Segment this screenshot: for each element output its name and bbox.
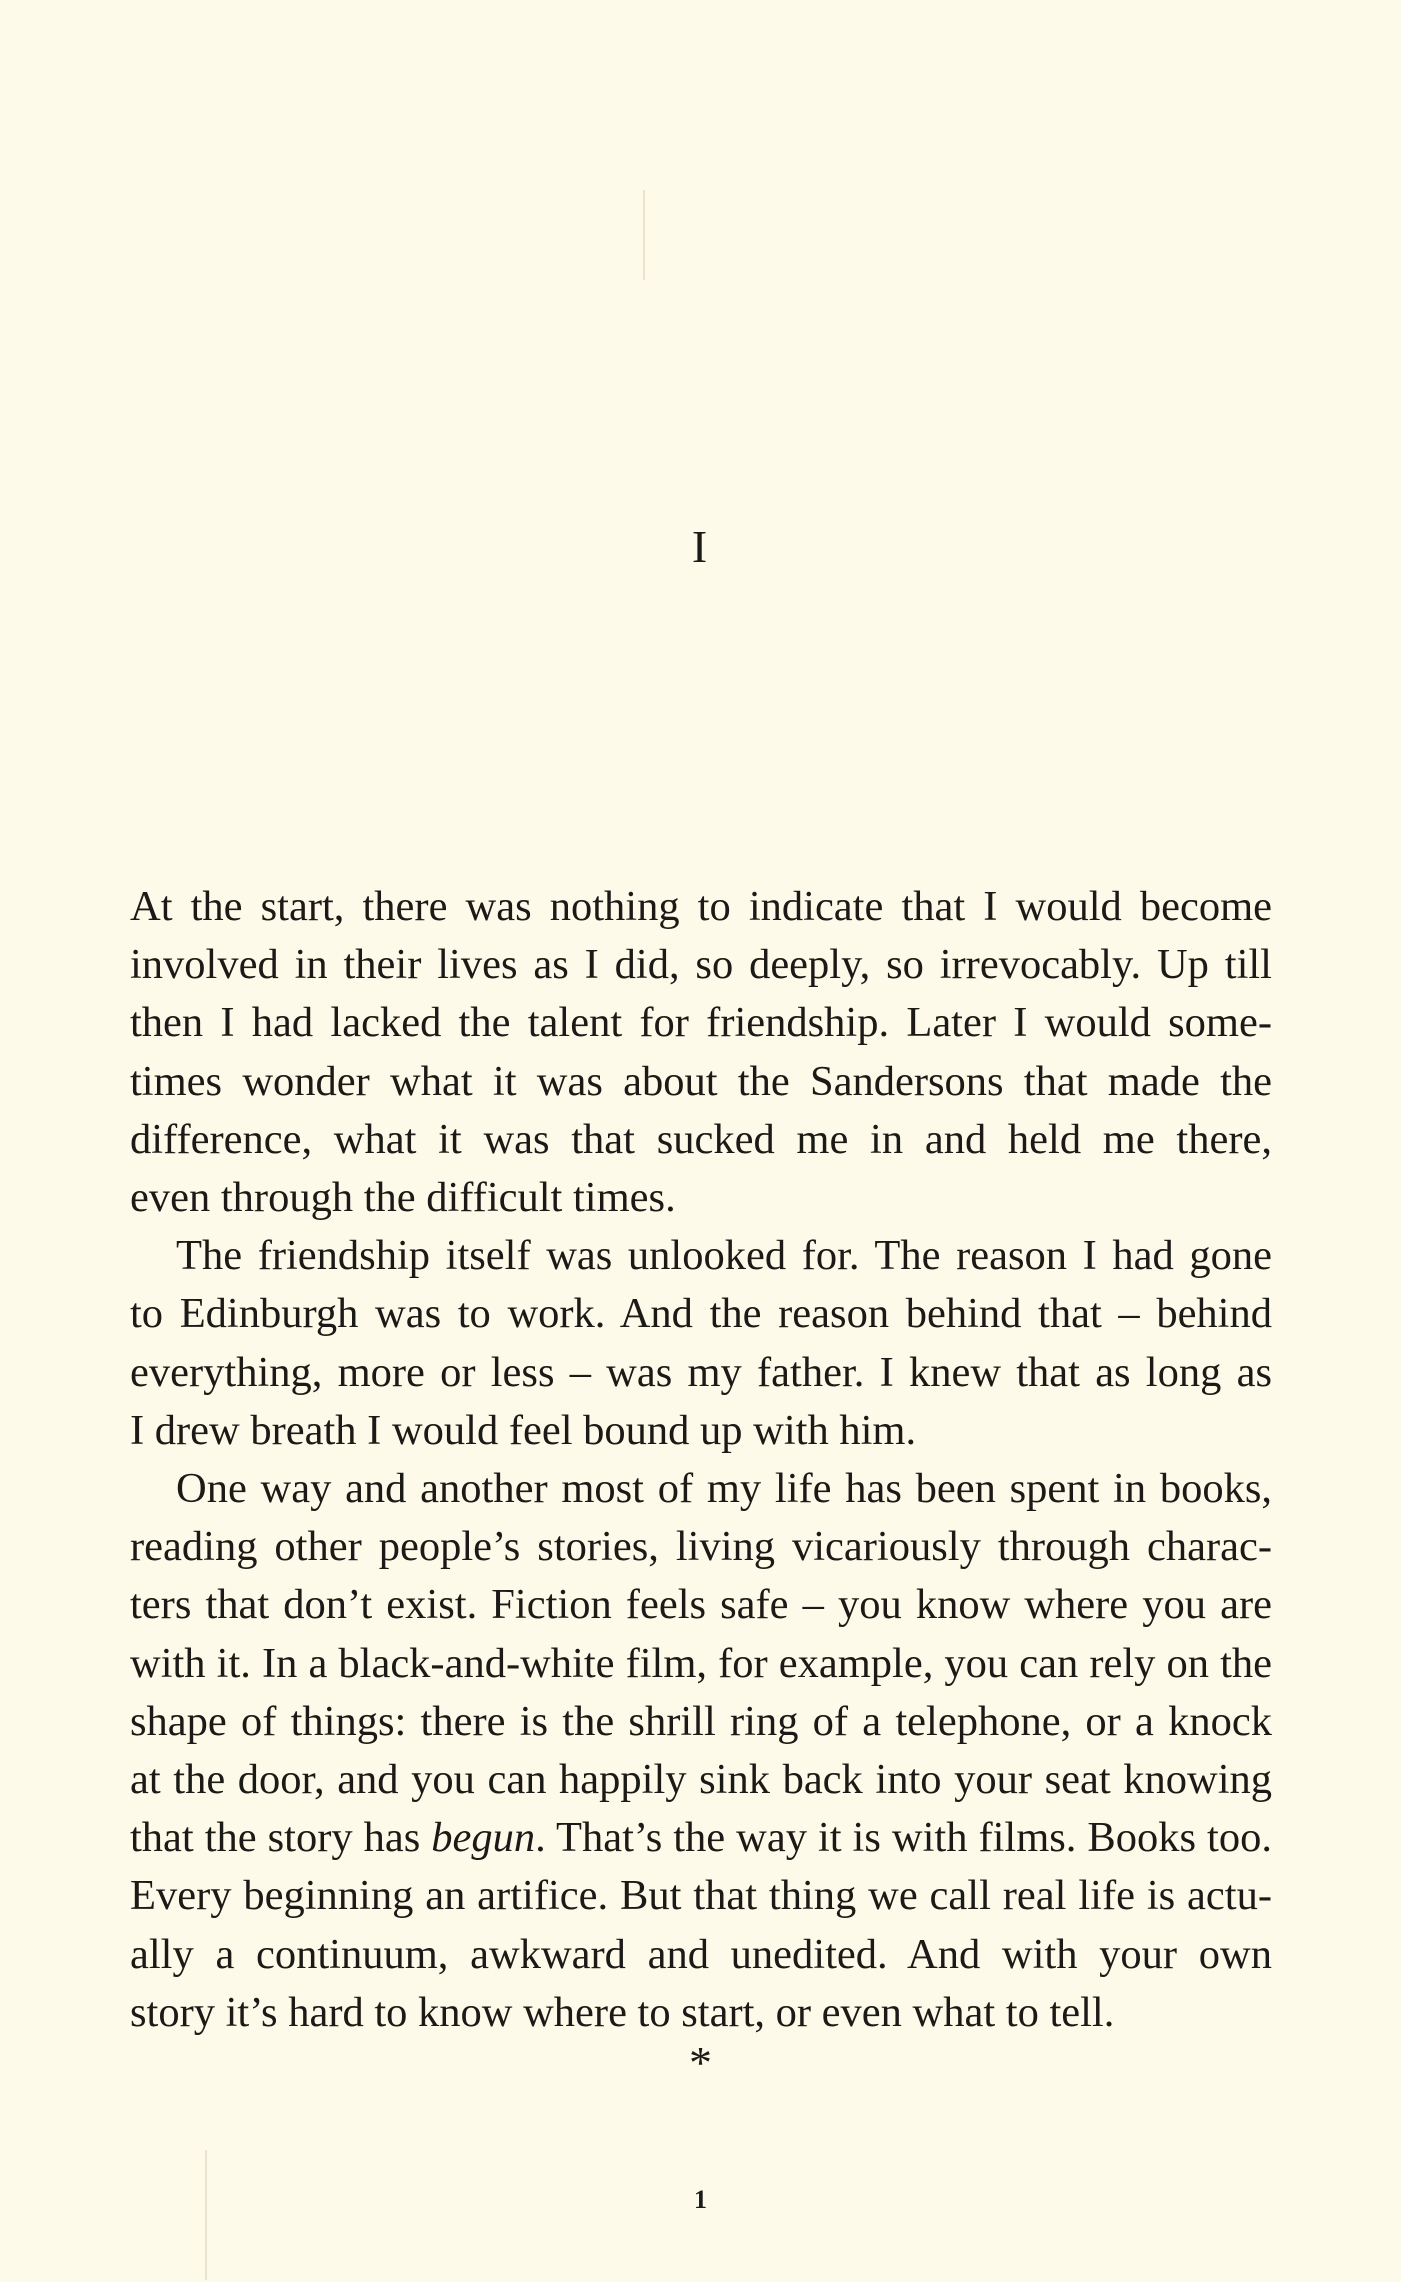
paragraph-2 [130, 1227, 1272, 1460]
text-line: shape of things: there is the shrill ring of a telephone, or a knock [130, 1697, 1272, 1745]
page-number: 1 [694, 2185, 707, 2214]
body-text [130, 878, 1272, 2042]
text-line: I drew breath I would feel bound up with him. [130, 1406, 917, 1454]
text-line: reading other people’s stories, living vicariously through charac- [130, 1523, 1272, 1571]
text-line: at the door, and you can happily sink back into your seat knowing [130, 1756, 1272, 1804]
text-line: times wonder what it was about the Sandersons that made the [130, 1057, 1272, 1105]
section-break-asterisk: * [689, 2037, 712, 2088]
chapter-number: I [691, 521, 710, 572]
text-line: The friendship itself was unlooked for. The reason I had gone [176, 1232, 1272, 1280]
text-line: At the start, there was nothing to indicate that I would become [130, 883, 1272, 930]
text-line: ally a continuum, awkward and unedited. And with your own [130, 1930, 1272, 1978]
text-line: to Edinburgh was to work. And the reason behind that – behind [130, 1290, 1272, 1338]
text-line: difference, what it was that sucked me in and held me there, [130, 1115, 1272, 1163]
text-line: even through the difficult times. [130, 1174, 676, 1222]
text-line: One way and another most of my life has been spent in books, [176, 1465, 1272, 1513]
text-line: then I had lacked the talent for friendship. Later I would some- [130, 999, 1272, 1047]
text-run: that the story has [130, 1814, 432, 1862]
text-line: everything, more or less – was my father. I knew that as long as [130, 1348, 1272, 1396]
text-line: Every beginning an artifice. But that thing we call real life is actu- [130, 1872, 1272, 1920]
text-line: ters that don’t exist. Fiction feels safe – you know where you are [130, 1581, 1272, 1629]
paragraph-3 [130, 1460, 1272, 2042]
paragraph-1 [130, 878, 1272, 1227]
text-line [130, 1809, 1272, 1867]
text-line: with it. In a black-and-white film, for example, you can rely on the [130, 1639, 1272, 1687]
italic-word: begun [431, 1814, 536, 1862]
scan-fold-line [643, 190, 645, 280]
text-line: involved in their lives as I did, so deeply, so irrevocably. Up till [130, 941, 1272, 989]
scan-fold-line-lower [205, 2150, 207, 2280]
text-line: story it’s hard to know where to start, or even what to tell. [130, 1988, 1115, 2036]
text-run: . That’s the way it is with films. Books too. [535, 1814, 1272, 1862]
